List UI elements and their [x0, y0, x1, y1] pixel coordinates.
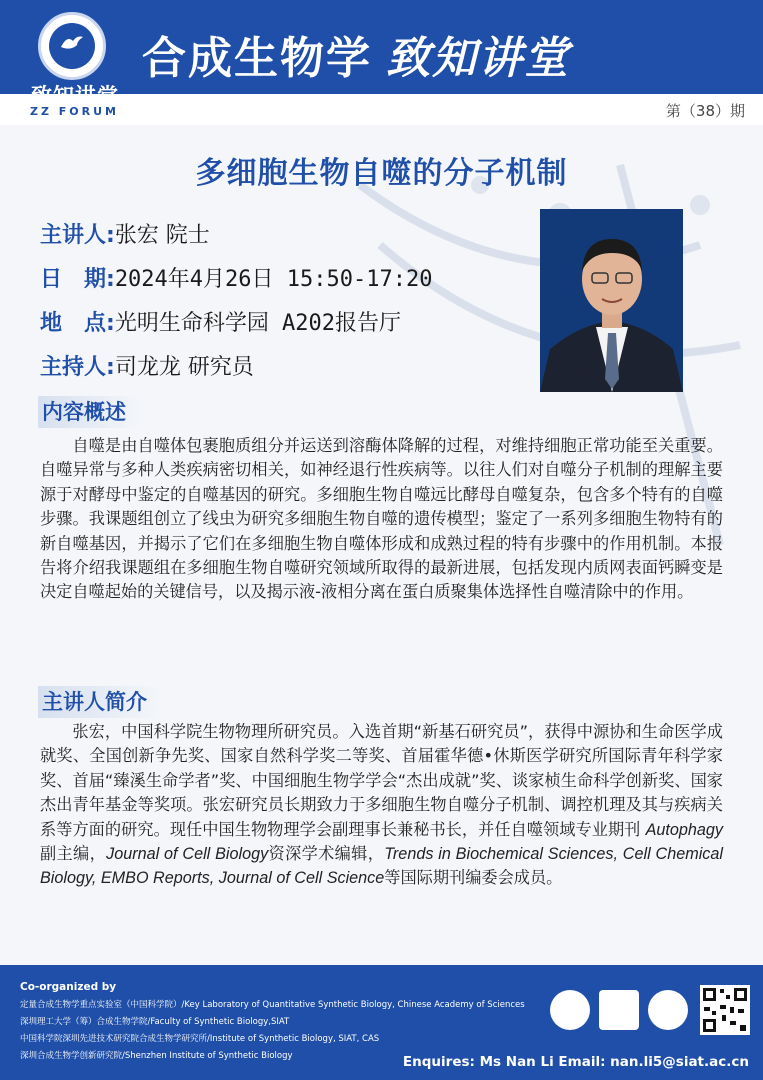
footer — [0, 965, 763, 1080]
bio-part-3: 资深学术编辑， — [268, 844, 385, 864]
coorg-line-1: 定量合成生物学重点实验室（中国科学院）/Key Laboratory of Quantitative Synthetic Biology, Chinese Academy of Sciences — [20, 1000, 525, 1010]
bio-part-2: 副主编， — [40, 844, 107, 864]
date-label: 日 期: — [40, 267, 115, 292]
bio-heading: 主讲人简介 — [38, 686, 161, 718]
date-line — [40, 262, 432, 293]
date-value: 2024年4月26日 15:50-17:20 — [114, 267, 433, 292]
logo-caption: 致知讲堂 — [31, 84, 119, 108]
coorg-line-3: 中国科学院深圳先进技术研究院合成生物学研究所/Institute of Synthetic Biology, SIAT, CAS — [20, 1034, 380, 1044]
bio-journal-jcb: Journal of Cell Biology — [106, 845, 269, 864]
talk-title: 多细胞生物自噬的分子机制 — [195, 156, 568, 191]
coorg-title: Co-organized by — [20, 981, 117, 993]
place-label: 地 点: — [40, 311, 115, 336]
abstract-heading: 内容概述 — [38, 396, 140, 428]
dove-icon — [59, 33, 85, 53]
title-forum: 致知讲堂 — [386, 33, 570, 84]
host-value: 司龙龙 研究员 — [114, 355, 254, 380]
issue-number: 第（38）期 — [665, 102, 745, 120]
coorg-line-2: 深圳理工大学（筹）合成生物学院/Faculty of Synthetic Biology,SIAT — [20, 1017, 290, 1027]
speaker-value: 张宏 院士 — [114, 223, 210, 248]
host-line — [40, 350, 254, 381]
forum-logo — [38, 12, 106, 80]
isynbio-logo — [648, 990, 688, 1030]
synbio-logo — [599, 990, 639, 1030]
siat-logo — [550, 990, 590, 1030]
abstract-text: 自噬是由自噬体包裹胞质组分并运送到溶酶体降解的过程，对维持细胞正常功能至关重要。自噬异常与多种人类疾病密切相关，如神经退行性疾病等。以往人们对自噬分子机制的理解主要源于对酵母中鉴定的自噬基因的研究。多细胞生物自噬远比酵母自噬复杂，包含多个特有的自噬步骤。我课题组创立了线虫为研究多细胞生物自噬的遗传模型；鉴定了一系列多细胞生物特有的新自噬基因，并揭示了它们在多细胞生物自噬体形成和成熟过程的特有步骤中的作用机制。本报告将介绍我课题组在多细胞生物自噬研究领域所取得的最新进展，包括发现内质网表面钙瞬变是决定自噬起始的关键信号，以及揭示液-液相分离在蛋白质聚集体选择性自噬清除中的作用。 — [40, 436, 723, 602]
place-value: 光明生命科学园 A202报告厅 — [114, 311, 402, 336]
bio-part-4: 等国际期刊编委会成员。 — [384, 868, 563, 888]
host-label: 主持人: — [40, 355, 115, 380]
speaker-label: 主讲人: — [40, 223, 115, 248]
title-main: 合成生物学 — [142, 33, 372, 84]
bio-part-1: 张宏，中国科学院生物物理所研究员。入选首期“新基石研究员”，获得中源协和生命医学成就奖、全国创新争先奖、国家自然科学奖二等奖、首届霍华德•休斯医学研究所国际青年科学家奖、首届“臻溪生命学者”奖、中国细胞生物学学会“杰出成就”奖、谈家桢生命科学创新奖、国家杰出青年基金等奖项。张宏研究员长期致力于多细胞生物自噬分子机制、调控机理及其与疾病关系等方面的研究。现任中国生物物理学会副理事长兼秘书长，并任自噬领域专业期刊 — [40, 722, 723, 839]
speaker-line — [40, 218, 210, 249]
speaker-photo — [540, 209, 683, 392]
place-line — [40, 306, 401, 337]
logo-subtitle: ZZ FORUM — [30, 105, 119, 118]
coorg-line-4: 深圳合成生物学创新研究院/Shenzhen Institute of Synthetic Biology — [20, 1051, 293, 1061]
enquiry-contact: Enquires: Ms Nan Li Email: nan.li5@siat.ac.cn — [402, 1054, 749, 1070]
bio-journal-autophagy: Autophagy — [645, 820, 723, 839]
bio-journals-list: Trends in Biochemical Sciences, Cell Chemical Biology, EMBO Reports, Journal of Cell Science — [40, 845, 724, 888]
qr-code[interactable] — [700, 985, 750, 1035]
bio-text — [40, 720, 723, 891]
page-title — [142, 22, 570, 86]
